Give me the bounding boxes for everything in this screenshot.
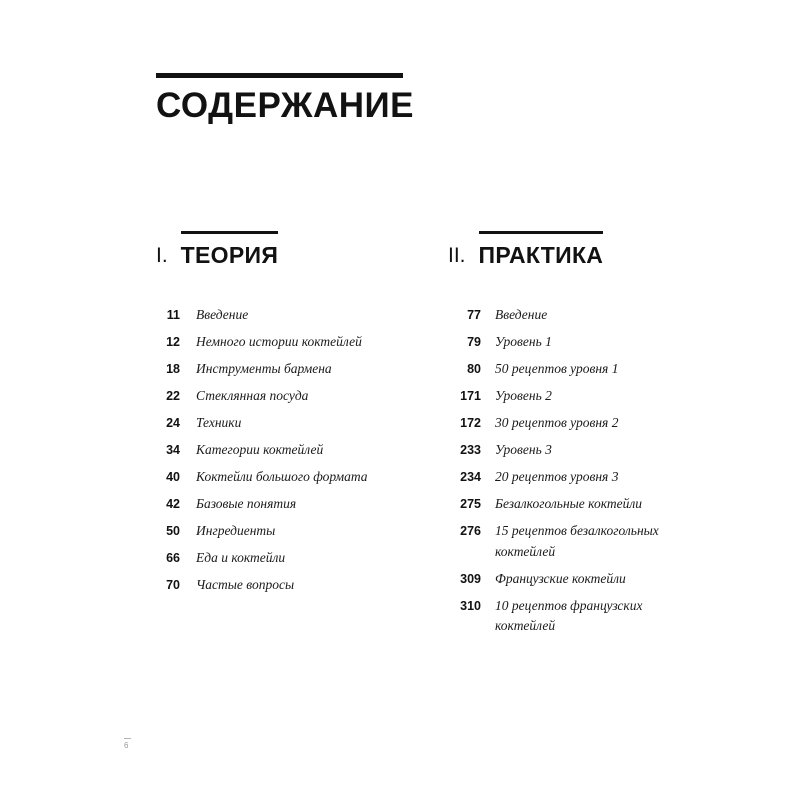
section-numeral: I.	[156, 244, 168, 267]
toc-entry-page: 66	[166, 551, 180, 566]
toc-entry-page: 77	[467, 308, 481, 322]
toc-entry[interactable]	[156, 305, 436, 326]
folio	[124, 738, 131, 750]
toc-entry-page: 11	[166, 308, 180, 322]
toc-entry[interactable]	[448, 467, 748, 488]
toc-entry[interactable]	[448, 386, 748, 407]
toc-entry[interactable]	[156, 386, 436, 407]
toc-entry-page: 276	[460, 524, 481, 539]
toc-entry-title: Уровень 3	[495, 442, 552, 458]
section-rule	[479, 231, 604, 234]
toc-entry-page: 24	[166, 416, 180, 431]
toc-entry-page: 50	[166, 524, 180, 539]
toc-entry[interactable]	[448, 305, 748, 326]
toc-entry-page: 172	[460, 416, 481, 431]
toc-entry-title: Немного истории коктейлей	[196, 334, 362, 350]
toc-entry-title: 20 рецептов уровня 3	[495, 469, 619, 485]
toc-entry-title: Еда и коктейли	[196, 550, 286, 566]
toc-entry-title: Уровень 2	[495, 388, 552, 404]
toc-entry[interactable]	[156, 359, 436, 380]
section-title-wrap	[181, 244, 278, 267]
section-title: ПРАКТИКА	[478, 242, 604, 268]
title-rule	[156, 73, 403, 78]
toc-entry[interactable]	[448, 596, 748, 637]
page-title: СОДЕРЖАНИЕ	[156, 86, 415, 125]
toc-entry-title: 30 рецептов уровня 2	[495, 415, 619, 431]
section-column-theory	[156, 225, 436, 602]
toc-entry-page: 310	[460, 598, 481, 613]
toc-entry-list-theory	[156, 305, 436, 596]
toc-entry-page: 40	[166, 470, 180, 485]
toc-entry[interactable]	[448, 332, 748, 353]
toc-entry-page: 79	[467, 335, 481, 350]
toc-entry[interactable]	[448, 494, 748, 515]
toc-entry-page: 42	[166, 497, 180, 512]
toc-entry-title: Коктейли большого формата	[196, 469, 368, 485]
toc-entry-title: Стеклянная посуда	[196, 388, 309, 404]
section-title-wrap	[479, 244, 604, 267]
section-heading-practice	[448, 225, 748, 267]
toc-entry-page: 234	[460, 470, 481, 485]
toc-entry[interactable]	[156, 413, 436, 434]
toc-entry[interactable]	[156, 332, 436, 353]
toc-entry-page: 275	[460, 497, 481, 512]
toc-entry-title: Введение	[495, 307, 548, 322]
toc-entry-title: Частые вопросы	[196, 577, 295, 593]
section-title: ТЕОРИЯ	[180, 242, 279, 268]
toc-entry-page: 80	[467, 362, 481, 377]
toc-entry[interactable]	[156, 467, 436, 488]
toc-entry-page: 18	[166, 362, 180, 377]
page-title-block	[156, 73, 414, 123]
toc-entry-title: 15 рецептов безалкогольных коктейлей	[495, 523, 659, 559]
toc-entry[interactable]	[156, 548, 436, 569]
section-heading-theory	[156, 225, 436, 267]
toc-entry-title: Ингредиенты	[196, 523, 276, 539]
toc-entry-title: 10 рецептов французских коктейлей	[495, 597, 643, 634]
toc-entry[interactable]	[156, 521, 436, 542]
toc-entry[interactable]	[448, 521, 748, 562]
toc-entry-title: Безалкогольные коктейли	[495, 496, 642, 512]
toc-entry-page: 70	[166, 578, 180, 593]
toc-entry-page: 309	[460, 571, 481, 586]
toc-entry-page: 171	[460, 389, 481, 404]
toc-entry-page: 34	[166, 443, 180, 458]
section-rule	[181, 231, 278, 234]
section-column-practice	[448, 225, 748, 643]
toc-entry-title: Введение	[196, 307, 249, 322]
section-numeral: II.	[448, 244, 466, 267]
toc-entry-title: Французские коктейли	[495, 570, 626, 586]
toc-entry[interactable]	[156, 440, 436, 461]
toc-entry-title: Инструменты бармена	[196, 361, 332, 377]
toc-entry-title: Категории коктейлей	[196, 442, 324, 458]
toc-entry[interactable]	[448, 413, 748, 434]
toc-entry-page: 233	[460, 443, 481, 458]
toc-entry[interactable]	[156, 575, 436, 596]
toc-entry[interactable]	[156, 494, 436, 515]
toc-entry-page: 12	[166, 335, 180, 350]
toc-entry-title: Уровень 1	[495, 334, 552, 350]
folio-number: 6	[124, 741, 129, 750]
toc-entry[interactable]	[448, 569, 748, 590]
toc-entry-list-practice	[448, 305, 748, 637]
folio-dash	[124, 738, 131, 739]
toc-entry[interactable]	[448, 440, 748, 461]
toc-entry-title: 50 рецептов уровня 1	[495, 361, 619, 377]
toc-entry[interactable]	[448, 359, 748, 380]
toc-entry-title: Базовые понятия	[196, 496, 297, 512]
toc-entry-title: Техники	[196, 415, 242, 431]
toc-entry-page: 22	[166, 389, 180, 404]
